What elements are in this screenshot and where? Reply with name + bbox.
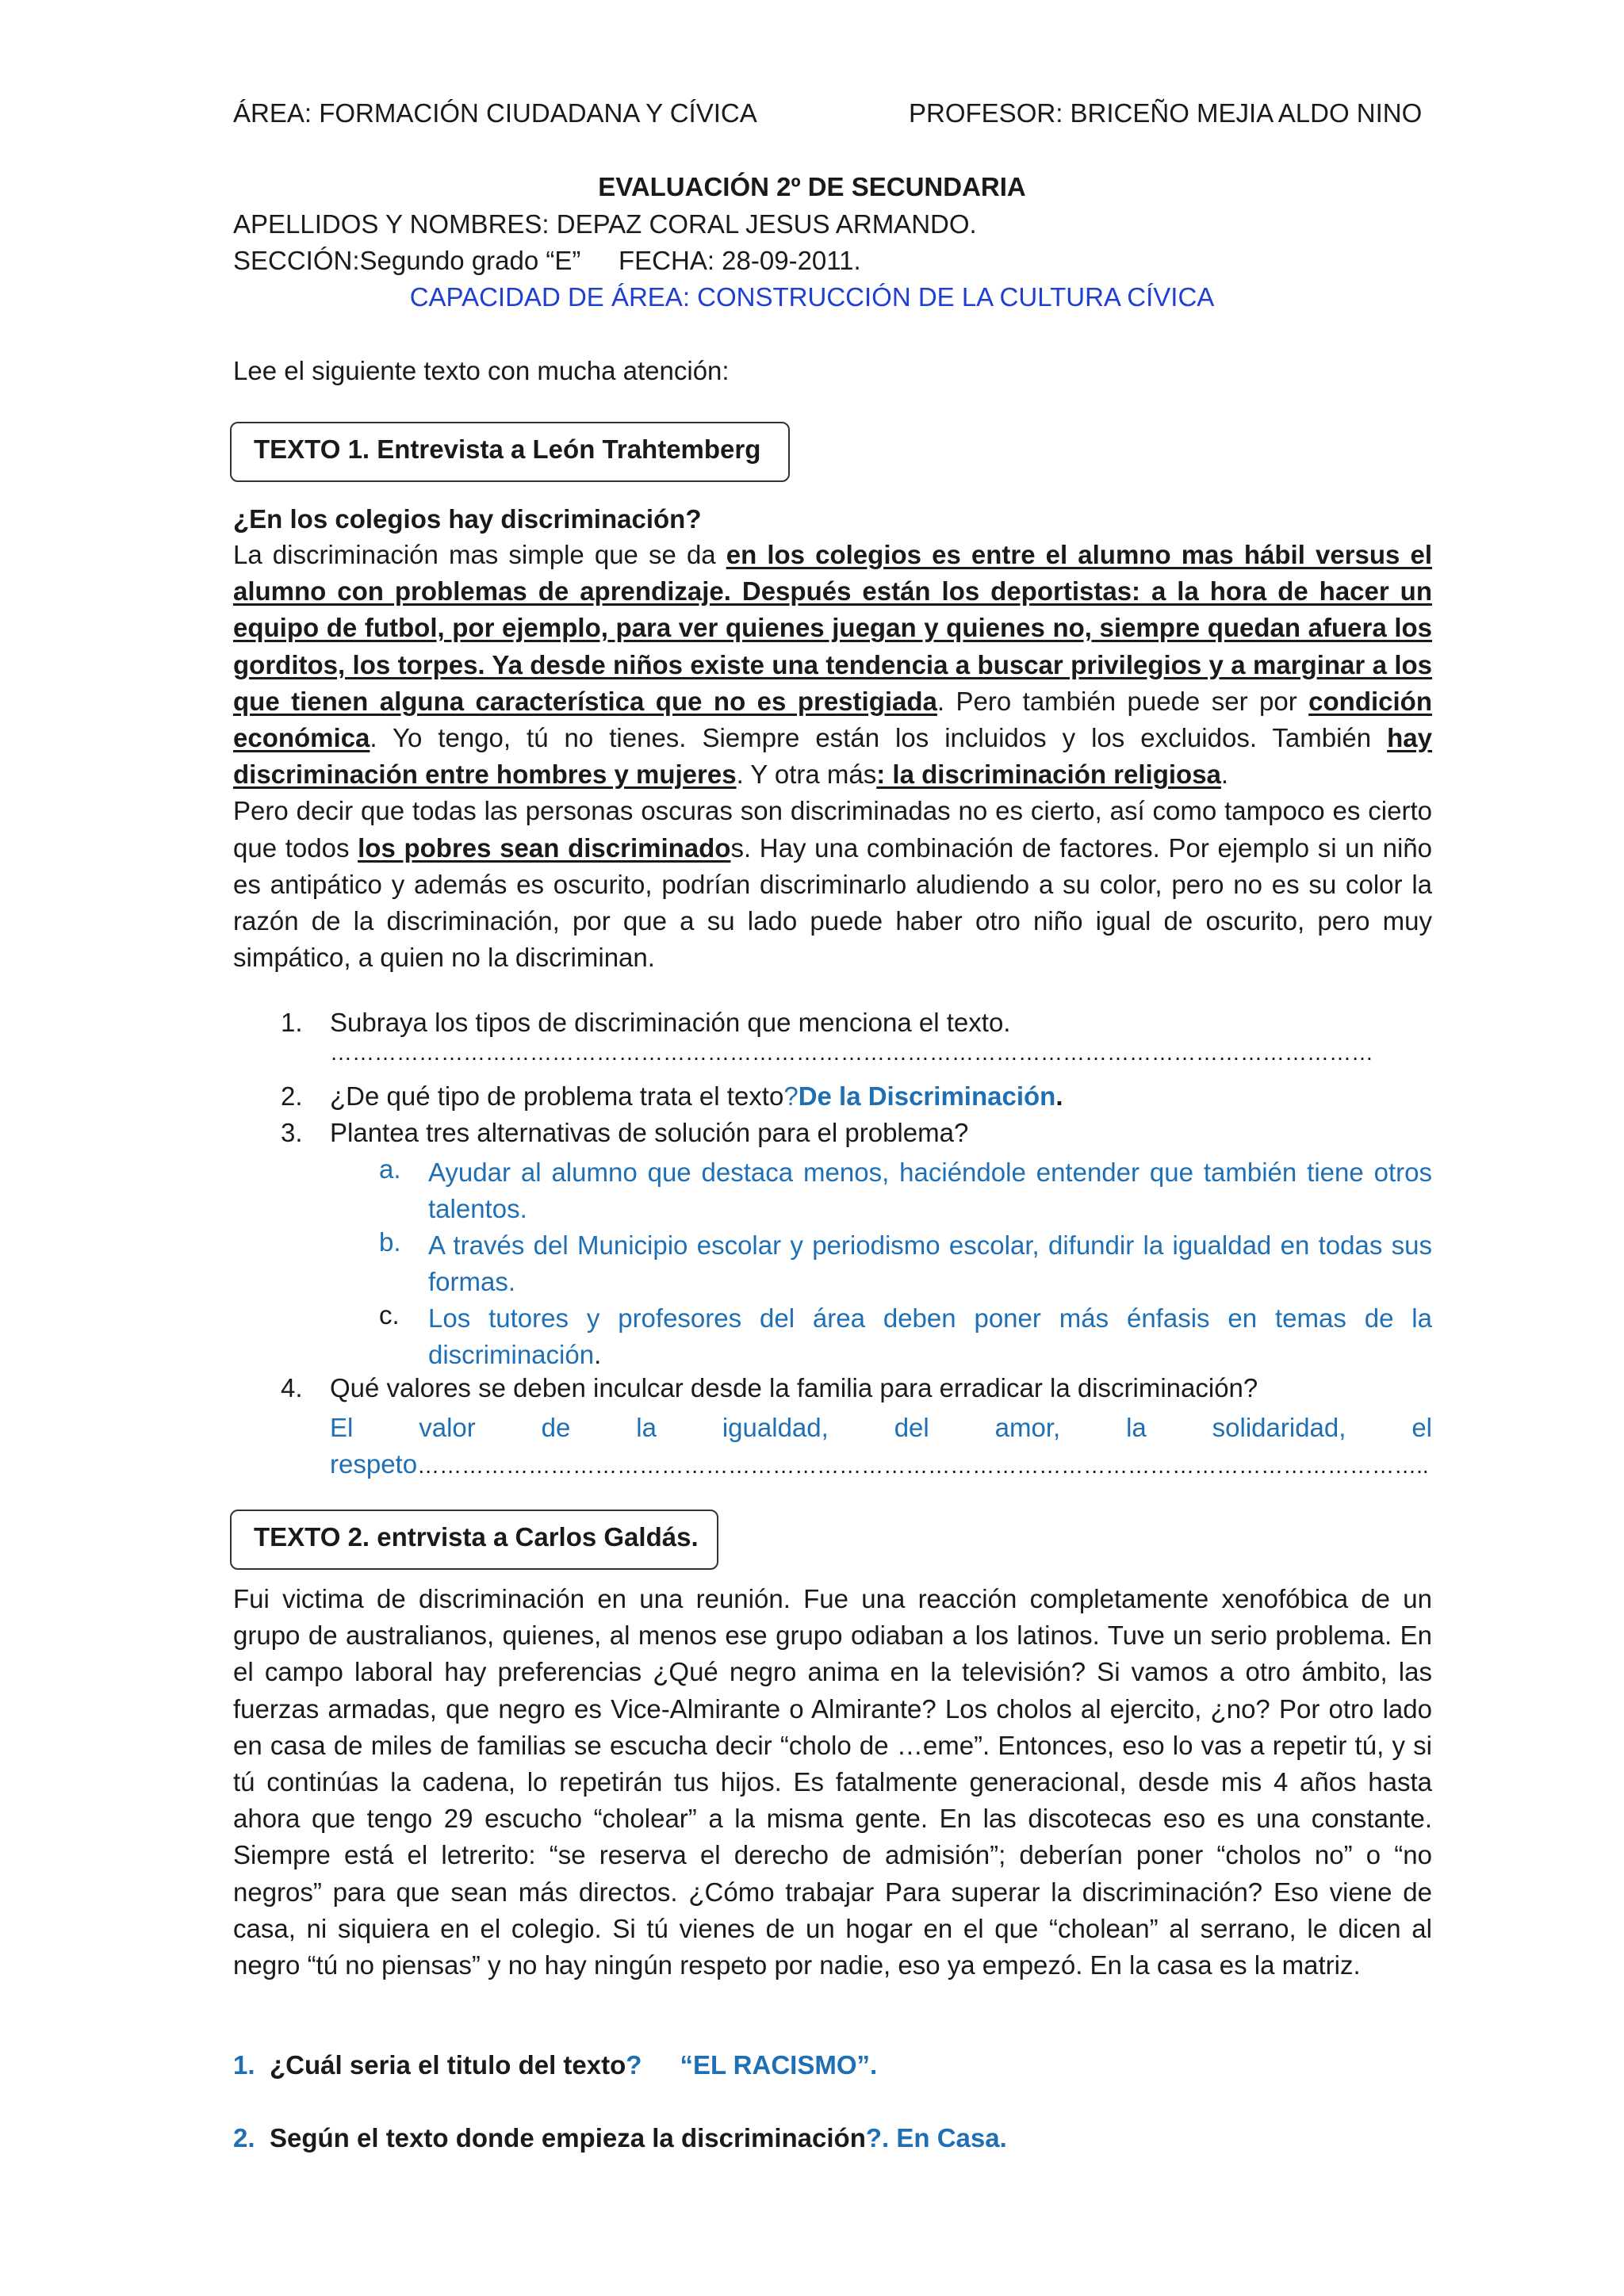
t2-q2-line: Según el texto donde empieza la discriminación?. En Casa. xyxy=(270,2123,1007,2152)
q3-c-label: c. xyxy=(379,1300,400,1330)
text2-title-box xyxy=(230,1510,718,1570)
t2-q1-number: 1. xyxy=(233,2050,255,2080)
area-label: ÁREA: FORMACIÓN CIUDADANA Y CÍVICA xyxy=(233,98,757,128)
text2-body xyxy=(233,1581,1432,1984)
area-capacity: CAPACIDAD DE ÁREA: CONSTRUCCIÓN DE LA CULTURA CÍVICA xyxy=(409,282,1215,312)
q4-number: 4. xyxy=(281,1373,303,1402)
student-section: SECCIÓN:Segundo grado “E” xyxy=(233,246,581,275)
underlined-discrimination-school: en los colegios es entre el alumno mas hábil versus el alumno con problemas de aprendizaje. Después están los deportistas: a la hora de hacer un equipo de futbol, por ejemplo, para ver quienes juegan y quienes no, siempre quedan afuera los gorditos, los torpes. Ya desde niños existe una tendencia a buscar privilegios y a marginar a los que tienen alguna característica que no es prestigiada xyxy=(233,540,1432,716)
student-names: APELLIDOS Y NOMBRES: DEPAZ CORAL JESUS ARMANDO. xyxy=(233,209,977,239)
underlined-economic: condición económica xyxy=(233,686,1432,753)
q3-b-answer: A través del Municipio escolar y periodismo escolar, difundir la igualdad en todas sus formas. xyxy=(428,1230,1432,1296)
t2-q2-answer: ?. En Casa. xyxy=(865,2123,1007,2152)
q1-answer-line: …………………………………………………………………………………………………………………………… xyxy=(330,1040,1373,1065)
text2-title: TEXTO 2. entrvista a Carlos Galdás. xyxy=(254,1522,699,1552)
text1-title: TEXTO 1. Entrevista a León Trahtemberg xyxy=(254,434,761,464)
text2-paragraph: Fui victima de discriminación en una reunión. Fue una reacción completamente xenofóbica de un grupo de australianos, quienes, al menos ese grupo odiaban a los latinos. Tuve un serio problema. En el campo laboral hay preferencias ¿Qué negro anima en la televisión? Si vamos a otro ámbito, las fuerzas armadas, que negro es Vice-Almirante o Almirante? Los cholos al ejercito, ¿no? Por otro lado en casa de miles de familias se escucha decir “cholo de …eme”. Entonces, eso lo vas a repetir tú, y si tú continúas la cadena, lo repetirán tus hijos. Es fatalmente generacional, desde mis 4 años hasta ahora que tengo 29 escucho “cholear” a la misma gente. En las discotecas eso es una constante. Siempre está el letrerito: “se reserva el derecho de admisión”; deberían poner “cholos no” o “no negros” para que sean más directos. ¿Cómo trabajar Para superar la discriminación? Eso viene de casa, ni siquiera en el colegio. Si tú vienes de un hogar en el que “cholean” al serrano, le dicen al negro “tú no piensas” y no hay ningún respeto por nadie, eso ya empezó. En la casa es la matriz. xyxy=(233,1584,1432,1980)
t2-q1-answer: “EL RACISMO”. xyxy=(680,2050,878,2080)
text1-body xyxy=(233,537,1432,976)
q4-text: Qué valores se deben inculcar desde la familia para erradicar la discriminación? xyxy=(330,1373,1258,1402)
q2-answer: De la Discriminación xyxy=(798,1081,1056,1111)
q4-answer-block: El valor de la igualdad, del amor, la solidaridad, el respeto……………………………………………………………………………………………………………………….. xyxy=(330,1413,1432,1479)
underlined-religious: : la discriminación religiosa xyxy=(876,760,1221,790)
instruction: Lee el siguiente texto con mucha atención: xyxy=(233,356,730,385)
exam-date: FECHA: 28-09-2011. xyxy=(619,246,861,275)
t2-q2-number: 2. xyxy=(233,2123,255,2152)
q3-text: Plantea tres alternativas de solución para el problema? xyxy=(330,1118,969,1147)
q1-number: 1. xyxy=(281,1008,303,1037)
page-title: EVALUACIÓN 2º DE SECUNDARIA xyxy=(598,172,1026,201)
q3-number: 3. xyxy=(281,1118,303,1147)
text1-title-box xyxy=(230,422,790,482)
text1-paragraph-1: La discriminación mas simple que se da en los colegios es entre el alumno mas hábil versus el alumno con problemas de aprendizaje. Después están los deportistas: a la hora de hacer un equipo de futbol, por ejemplo, para ver quienes juegan y quienes no, siempre quedan afuera los gorditos, los torpes. Ya desde niños existe una tendencia a buscar privilegios y a marginar a los que tienen alguna característica que no es prestigiada. Pero también puede ser por condición económica. Yo tengo, tú no tienes. Siempre están los incluidos y los excluidos. También hay discriminación entre hombres y mujeres. Y otra más: la discriminación religiosa. xyxy=(233,540,1432,790)
q2-line: ¿De qué tipo de problema trata el texto?De la Discriminación. xyxy=(330,1081,1063,1111)
t2-q1-line: ¿Cuál seria el titulo del texto? “EL RACISMO”. xyxy=(270,2050,878,2080)
q3-a-answer: Ayudar al alumno que destaca menos, haciéndole entender que también tiene otros talentos. xyxy=(428,1158,1432,1223)
q3-a-label: a. xyxy=(379,1154,401,1184)
professor-label: PROFESOR: BRICEÑO MEJIA ALDO NINO xyxy=(909,98,1423,128)
q4-answer: El valor de la igualdad, del amor, la solidaridad, el respeto xyxy=(330,1413,1432,1479)
q1-text: Subraya los tipos de discriminación que menciona el texto. xyxy=(330,1008,1011,1037)
underlined-poverty: los pobres sean discriminado xyxy=(358,832,731,863)
text1-paragraph-2: Pero decir que todas las personas oscuras son discriminadas no es cierto, así como tampoco es cierto que todos los pobres sean discriminados. Hay una combinación de factores. Por ejemplo si un niño es antipático y además es oscurito, podrían discriminarlo aludiendo a su color, pero no es su color la razón de la discriminación, por que a su lado puede haber otro niño igual de oscurito, pero muy simpático, a quien no la discriminan. xyxy=(233,796,1432,973)
q2-number: 2. xyxy=(281,1081,303,1111)
underlined-gender: hay discriminación entre hombres y mujeres xyxy=(233,723,1432,790)
q3-c-answer: Los tutores y profesores del área deben poner más énfasis en temas de la discriminación. xyxy=(428,1303,1432,1369)
text1-question: ¿En los colegios hay discriminación? xyxy=(233,504,702,534)
q3-b-label: b. xyxy=(379,1227,401,1257)
